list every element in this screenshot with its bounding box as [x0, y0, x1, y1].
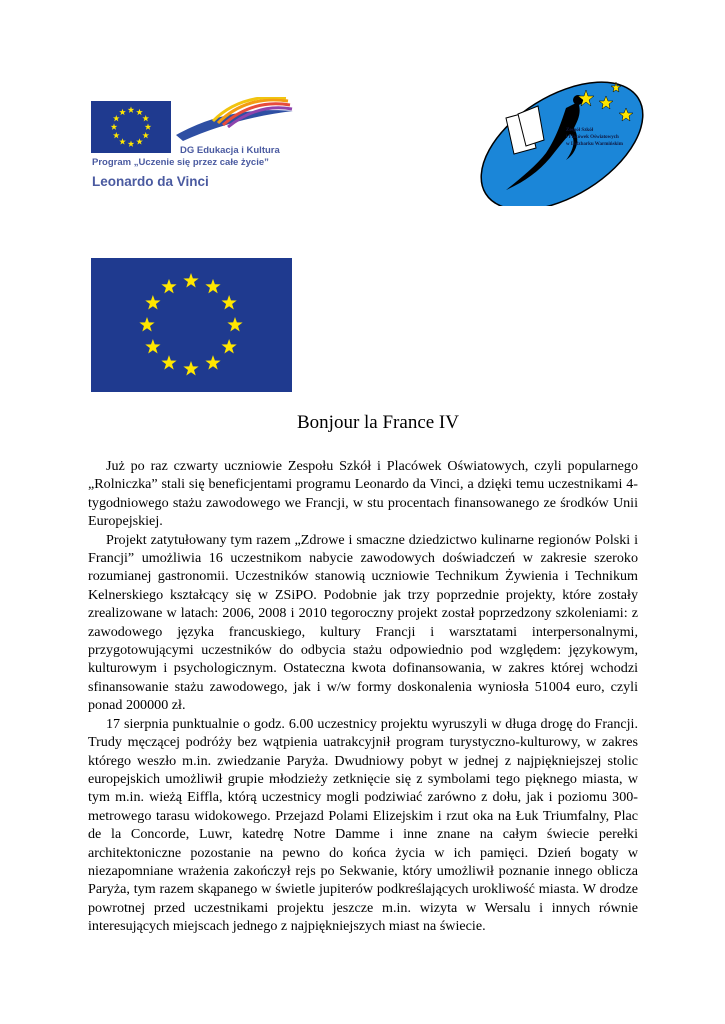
- article-body: [88, 457, 638, 936]
- school-emblem: [466, 78, 652, 206]
- logo-program-text: Program „Uczenie się przez całe życie”: [92, 157, 269, 168]
- leonardo-da-vinci-logo: [88, 97, 298, 197]
- logo-leonardo-text: Leonardo da Vinci: [92, 174, 209, 189]
- eu-flag: [91, 258, 292, 392]
- paragraph-1: Już po raz czwarty uczniowie Zespołu Szkół i Placówek Oświatowych, czyli popularnego „Rolniczka” stali się beneficjentami programu Leonardo da Vinci, a dzięki temu uczestnikami 4-tygodniowego stażu zawodowego we Francji, w stu procentach finansowanego ze środków Unii Europejskiej.: [88, 458, 638, 530]
- paragraph-3: 17 sierpnia punktualnie o godz. 6.00 uczestnicy projektu wyruszyli w długa drogę do Francji. Trudy męczącej podróży bez wątpienia uatrakcyjnił program turystyczno-kulturowy, w zakres którego weszło m.in. zwiedzanie Paryża. Dwudniowy pobyt w jednej z najpiękniejszej stolic europejskich umożliwił grupie młodzieży zetknięcie się z symbolami tego pięknego miasta, w tym m.in. wieżą Eiffla, którą uczestnicy mogli podziwiać zarówno z dołu, jak i poziomu 300-metrowego tarasu widokowego. Przejazd Polami Elizejskim i rzut oka na Łuk Triumfalny, Plac de la Concorde, Luwr, katedrę Notre Damme i inne znane na całym świecie perełki architektoniczne pozostanie na pewno do końca życia w ich pamięci. Dzień bogaty w niezapomniane wrażenia zakończył rejs po Sekwanie, który umożliwił poznanie innego oblicza Paryża, tym razem skąpanego w świetle jupiterów podkreślających urokliwość miasta. W drodze powrotnej przed uczestnikami projektu jeszcze m.in. wizyta w Wersalu i innych równie interesujących miejscach jednego z najpiękniejszych miast na świecie.: [88, 715, 638, 935]
- emblem-line-1: Zespół Szkół: [566, 128, 594, 133]
- emblem-line-2: i Placówek Oświatowych: [566, 135, 619, 140]
- eu-flag-icon: [91, 258, 292, 392]
- logo-dg-text: DG Edukacja i Kultura: [180, 145, 280, 156]
- paragraph-2: Projekt zatytułowany tym razem „Zdrowe i smaczne dziedzictwo kulinarne regionów Polski i Francji” umożliwia 16 uczestnikom nabycie zawodowych doświadczeń w zakresie szeroko rozumianej gastronomii. Uczestników stanowią uczniowie Technikum Żywienia i Technikum Kelnerskiego kształcący się w ZSiPO. Podobnie jak trzy poprzednie projekty, które zostały zrealizowane w latach: 2006, 2008 i 2010 tegoroczny projekt został poprzedzony szkoleniami: z zawodowego języka francuskiego, kultury Francji i warsztatami interpersonalnymi, przygotowującymi uczestników do odbycia stażu odpowiednio pod względem: językowym, kulturowym i psychologicznym. Ostateczna kwota dofinansowania, w zakres której wchodzi sfinansowanie stażu zawodowego, jak i w/w formy doskonalenia wyniosła 51004 euro, czyli ponad 200000 zł.: [88, 531, 638, 714]
- school-emblem-icon: [466, 78, 652, 206]
- document-title: Bonjour la France IV: [297, 412, 459, 433]
- emblem-line-3: w Lidzbarku Warmińskim: [566, 142, 623, 147]
